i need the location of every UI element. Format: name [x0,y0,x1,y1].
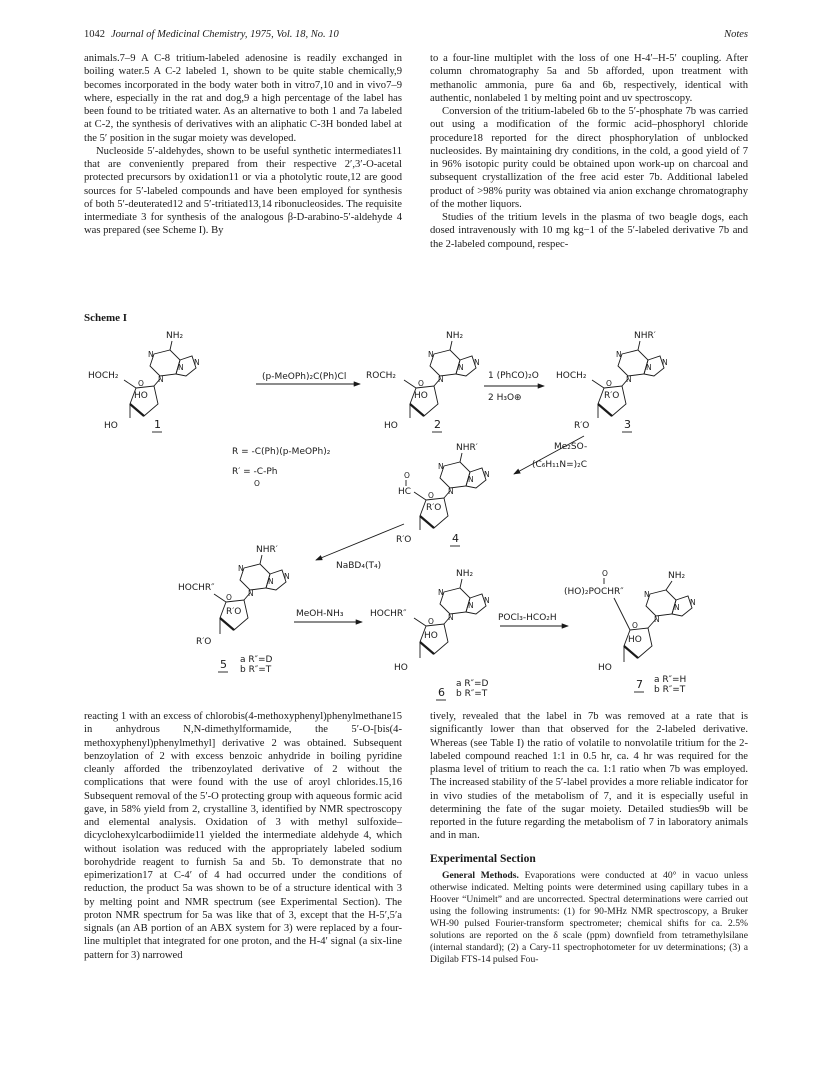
r-definition: R = -C(Ph)(p-MeOPh)₂ [232,447,331,457]
hydroxyl-3prime: HO [598,663,612,673]
hydroxyl-3prime: HO [394,663,408,673]
amine-label: NH₂ [456,569,474,579]
amine-label: NH₂ [668,571,686,581]
n-atom: N [484,470,490,479]
n-atom: N [448,613,454,622]
paragraph: animals.7–9 A C-8 tritium-labeled adenosine is readily exchanged in boiling water.5 A C-2 labeled 1, shown to be quite stable chemically,9 becomes incorporated in the body water both in vitro7,10 and in vivo7–9 where, especially in the rat and dog,9 a high percentage of the label has been found to be tritiated water. As an alternative to both 1 and 7a labeled at C-2, the synthesis of derivatives with an aliphatic C-3H bonded label at the 5′ position in the sugar moiety was developed. [84,53,402,144]
compound-number: 6 [438,686,445,699]
reagent-step-5: MeOH-NH₃ [296,609,344,619]
n-atom: N [194,358,200,367]
hydroxyl-3prime: HO [384,421,398,431]
n-atom: N [238,564,244,573]
reagent-step-1: (p-MeOPh)₂C(Ph)Cl [262,372,347,382]
compound-number: 7 [636,678,643,691]
running-head [84,29,748,40]
n-atom: N [662,358,668,367]
n-atom: N [644,590,650,599]
reagent-step-2b: 2 H₃O⊕ [488,393,522,403]
n-atom: N [654,615,660,624]
n-atom: N [474,358,480,367]
reaction-scheme [84,324,748,704]
paragraph: reacting 1 with an excess of chlorobis(4-methoxyphenyl)phenylmethane15 in anhydrous N,N-dimethylformamide, the 5′-O-[bis(4-methoxyphenyl)phenylmethyl] derivative 2 was obtained. Subsequent benzoylation of 2 with excess benzoic anhydride in boiling pyridine cleanly afforded the tribenzoylated derivative of 2 without the complications that were found with the use of aroyl chlorides.15,16 Subsequent removal of the 5′-O protecting group with aqueous formic acid gave, in 58% yield from 2, crystalline 3, identified by NMR spectroscopy and elemental analysis. Oxidation of 3 with methyl sulfoxide–dicyclohexylcarbodiimide11 yielded the intermediate aldehyde 4, which without isolation was reduced with the appropriately labeled sodium borohydride reagent to furnish 5a and 5b. To demonstrate that no epimerization17 at C-4′ of 4 had occurred under the conditions of reduction, the product 5a was shown to be of a structure identical with 3 by melting point and NMR spectrum (see Experimental Section). The proton NMR spectrum for 5a was like that of 3, except that the H-5′,5′a signals (an AB portion of an ABX system for 3) were replaced by a four-line multiplet that integrated for one proton, and the H-4′ signal (a six-line pattern for 3) narrowed [84,711,402,961]
scheme-title: Scheme I [84,312,128,324]
ring-oxygen: O [632,621,638,630]
paragraph: to a four-line multiplet with the loss of one H-4′–H-5′ coupling. After column chromatography 5a and 5b afforded, upon treatment with methanolic ammonia, pure 6a and 6b, respectively, identical with authentic, nonlabeled 1 by melting point and uv spectroscopy. [430,53,748,104]
phosphoryl-oxygen: O [602,569,608,578]
n-atom: N [626,375,632,384]
variant-7b: b R″=T [654,685,686,695]
n-atom: N [148,350,154,359]
reagent-step-6: POCl₃-HCO₂H [498,613,557,623]
benzoyloxy-2prime: R′O [604,391,620,401]
section-name: Notes [724,29,748,40]
reagent-step-3b: (C₆H₁₁N=)₂C [532,460,588,470]
compound-1 [88,331,200,432]
n-atom: N [428,350,434,359]
aldehyde-oxygen: O [404,471,410,480]
paragraph: Conversion of the tritium-labeled 6b to the 5′-phosphate 7b was carried out using a modification of the formic acid–phosphoryl chloride procedure18 reported for the direct phosphorylation of unblocked nucleosides. By maintaining dry conditions, in the cold, a good yield of 7 in 96% isotopic purity could be obtained upon work-up on charcoal and subsequent crystallization of the free acid ester 7b. Additional labeled product of >98% purity was obtained via anion exchange chromatography of the mother liquors. [430,106,748,210]
methods-paragraph [430,870,748,967]
hydroxyl-2prime: HO [628,635,642,645]
compound-number: 2 [434,418,441,431]
amine-label: NHR′ [256,545,278,555]
hydroxyl-2prime: HO [134,391,148,401]
compound-number: 3 [624,418,631,431]
aldehyde-carbon: HC [398,487,412,497]
hochr-label: HOCHR″ [370,609,407,619]
benzoyloxy-3prime: R′O [574,421,590,431]
n-atom: N [178,363,184,372]
n-atom: N [438,588,444,597]
journal-citation [84,29,339,40]
variant-7a: a R″=H [654,675,687,685]
amine-label: NH₂ [166,331,184,341]
variant-5a: a R″=D [240,655,273,665]
amine-label: NH₂ [446,331,464,341]
n-atom: N [674,603,680,612]
hydroxyl-2prime: HO [424,631,438,641]
roch2-label: ROCH₂ [366,371,396,381]
compound-4 [396,443,490,546]
amine-label: NHR′ [456,443,478,453]
ring-oxygen: O [606,379,612,388]
compound-6 [370,569,490,700]
n-atom: N [468,475,474,484]
journal-name: Journal of Medicinal Chemistry, 1975, Vol. 18, No. 10 [111,29,339,40]
compound-5 [178,545,290,675]
benzoyloxy-2prime: R′O [426,503,442,513]
paragraph: Nucleoside 5′-aldehydes, shown to be useful synthetic intermediates11 that are conveniently prepared from their respective 2′,3′-O-acetal protected precursors by oxidation11 or via a photolytic route,12 are good sources for 5′-labeled compounds and have been employed for synthesis of both 5′-deuterated12 and 5′-tritiated13,14 ribonucleosides. The requisite intermediate 3 for synthesis of the analogous β-D-arabino-5′-aldehyde 4 was prepared (see Scheme I). By [84,145,402,237]
hydroxyl-3prime: HO [104,421,118,431]
n-atom: N [158,375,164,384]
methods-text: Evaporations were conducted at 40° in vacuo unless otherwise indicated. Melting points were determined using capillary tubes in a Hoover “Unimelt” and are uncorrected. Spectral determinations were carried out using the following instruments: (1) for 90-MHz NMR spectroscopy, a Bruker WH-90 pulsed Fourier-transform spectrometer; chemical shifts for ca. 2.5% solutions are reported on the δ scale (ppm) downfield from tetramethylsilane (internal standard); (2) a Cary-11 spectrophotometer for uv determinations; (3) a Digilab FTS-14 pulsed Fou- [430,869,748,966]
bottom-right-column [430,710,748,967]
n-atom: N [484,596,490,605]
top-left-column [84,52,402,238]
benzoyloxy-2prime: R′O [226,607,242,617]
ring-oxygen: O [138,379,144,388]
n-atom: N [438,462,444,471]
n-atom: N [616,350,622,359]
n-atom: N [268,577,274,586]
phosphate-label: (HO)₂POCHR″ [564,587,624,597]
hoch2-label: HOCH₂ [88,371,119,381]
hoch2-label: HOCH₂ [556,371,587,381]
carbonyl-oxygen: O [254,479,260,488]
compound-3 [556,331,668,432]
variant-5b: b R″=T [240,665,272,675]
ring-oxygen: O [428,617,434,626]
variant-6b: b R″=T [456,689,488,699]
section-heading: Experimental Section [430,852,536,865]
reagent-step-4: NaBD₄(T₄) [336,561,382,571]
benzoyloxy-3prime: R′O [196,637,212,647]
paragraph: tively, revealed that the label in 7b was removed at a rate that is significantly lower than that observed for the 2-labeled derivative. Whereas (see Table I) the ratio of volatile to nonvolatile tritium for the 2-labeled compound reached 1:1 in 0.5 hr, ca. 4 hr was required for the plasma level of tritium to reach the ca. 1:1 ratio when 7b was employed. The increased stability of the 5′-label provides a more reliable indicator for in vivo studies of the metabolism of 7, and it is especially useful in determining the fate of the sugar moiety. Detailed studies9b will be reported in the future regarding the metabolism of 7 in laboratory animals and in man. [430,711,748,842]
methods-lead: General Methods. [442,869,519,881]
hydroxyl-2prime: HO [414,391,428,401]
ring-oxygen: O [428,491,434,500]
hochr-label: HOCHR″ [178,583,215,593]
r-prime-definition: R′ = -C-Ph [232,467,278,477]
page-number: 1042 [84,29,105,40]
n-atom: N [438,375,444,384]
n-atom: N [248,589,254,598]
n-atom: N [284,572,290,581]
amine-label: NHR′ [634,331,656,341]
benzoyloxy-3prime: R′O [396,535,412,545]
n-atom: N [468,601,474,610]
ring-oxygen: O [226,593,232,602]
reagent-step-3a: Me₂SO- [554,442,588,452]
n-atom: N [646,363,652,372]
compound-7 [564,569,696,695]
n-atom: N [448,487,454,496]
top-right-column [430,52,748,251]
variant-6a: a R″=D [456,679,489,689]
n-atom: N [690,598,696,607]
n-atom: N [458,363,464,372]
paragraph: Studies of the tritium levels in the plasma of two beagle dogs, each dosed intravenously with 10 mg kg−1 of the 5′-labeled derivative 7b and the 2-labeled compound, respec- [430,212,748,250]
compound-number: 5 [220,658,227,671]
compound-number: 1 [154,418,161,431]
reagent-step-2a: 1 (PhCO)₂O [488,371,539,381]
compound-2 [366,331,480,432]
bottom-left-column [84,710,402,962]
ring-oxygen: O [418,379,424,388]
compound-number: 4 [452,532,459,545]
